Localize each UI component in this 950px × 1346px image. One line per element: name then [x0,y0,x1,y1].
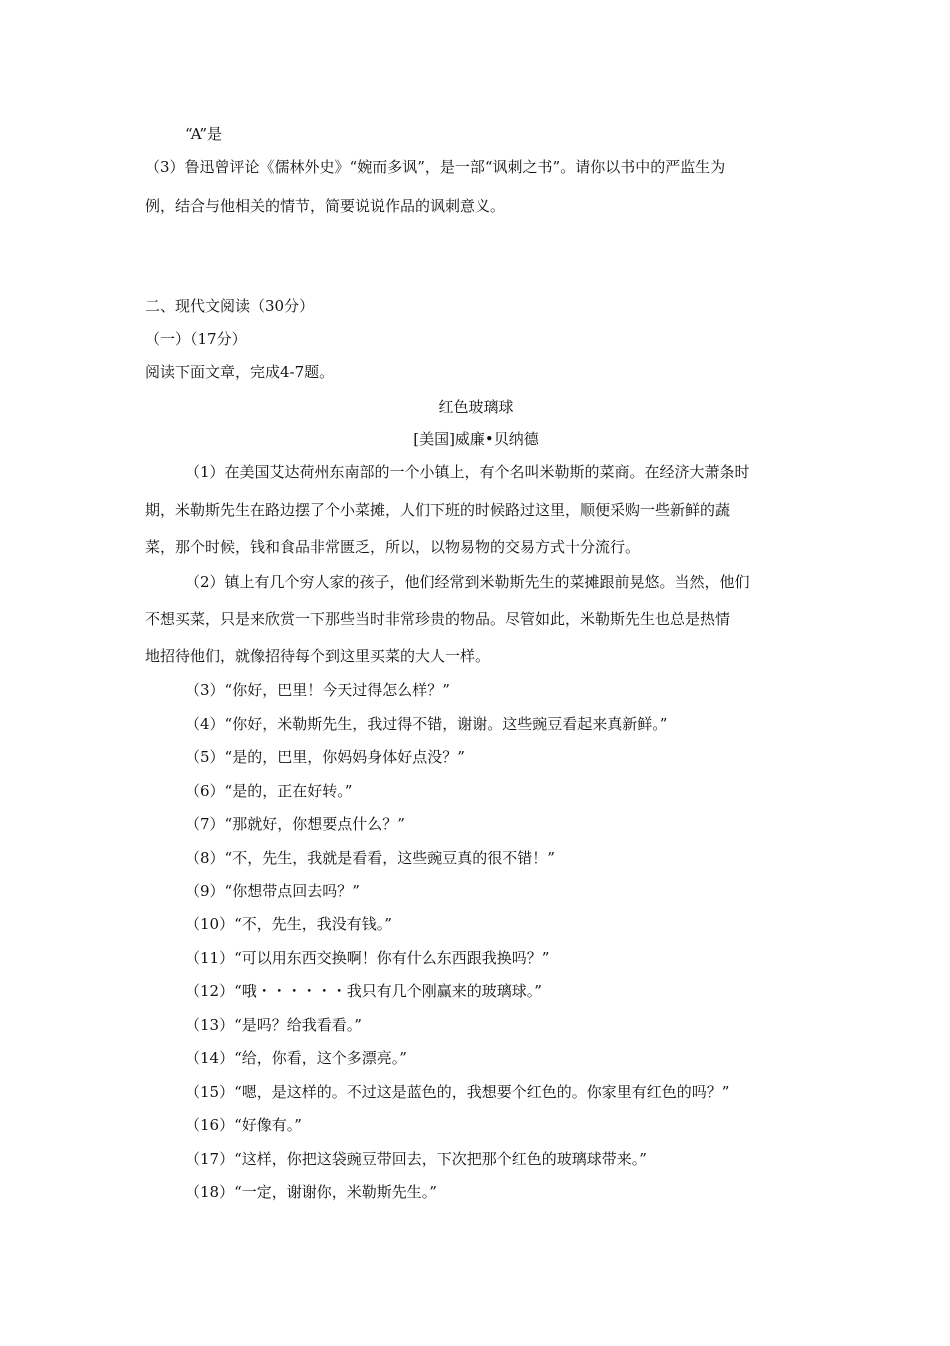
paragraph-2-line: 不想买菜，只是来欣赏一下那些当时非常珍贵的物品。尽管如此，米勒斯先生也总是热情 [145,610,731,628]
dialogue-line: （7）“那就好，你想要点什么？” [185,815,405,833]
dialogue-line: （16）“好像有。” [185,1116,302,1134]
dialogue-line: （13）“是吗？给我看看。” [185,1016,362,1034]
dialogue-line: （10）“不，先生，我没有钱。” [185,915,392,933]
paragraph-2-line: 地招待他们，就像招待每个到这里买菜的大人一样。 [145,647,491,665]
dialogue-line: （9）“你想带点回去吗？” [185,882,360,900]
question-3-line-1: （3）鲁迅曾评论《儒林外史》“婉而多讽”，是一部“讽刺之书”。请你以书中的严监生为 [145,158,726,176]
paragraph-1-line: （1）在美国艾达荷州东南部的一个小镇上，有个名叫米勒斯的菜商。在经济大萧条时 [185,463,750,481]
dialogue-line: （11）“可以用东西交换啊！你有什么东西跟我换吗？” [185,949,550,967]
dialogue-line: （4）“你好，米勒斯先生，我过得不错，谢谢。这些豌豆看起来真新鲜。” [185,715,668,733]
question-3-line-2: 例，结合与他相关的情节，简要说说作品的讽刺意义。 [145,197,506,215]
paragraph-2-line: （2）镇上有几个穷人家的孩子，他们经常到米勒斯先生的菜摊跟前晃悠。当然，他们 [185,573,750,591]
dialogue-line: （18）“一定，谢谢你，米勒斯先生。” [185,1183,437,1201]
sub-heading: （一）（17分） [145,330,247,348]
instruction: 阅读下面文章，完成4-7题。 [145,363,335,381]
dialogue-line: （5）“是的，巴里，你妈妈身体好点没？” [185,748,465,766]
dialogue-line: （15）“嗯，是这样的。不过这是蓝色的，我想要个红色的。你家里有红色的吗？” [185,1083,730,1101]
dialogue-line: （17）“这样，你把这袋豌豆带回去，下次把那个红色的玻璃球带来。” [185,1150,647,1168]
answer-line: “A”是 [185,125,223,143]
dialogue-line: （12）“哦・・・・・・我只有几个刚赢来的玻璃球。” [185,982,542,1000]
dialogue-line: （14）“给，你看，这个多漂亮。” [185,1049,407,1067]
dialogue-line: （6）“是的，正在好转。” [185,782,353,800]
dialogue-line: （8）“不，先生，我就是看看，这些豌豆真的很不错！” [185,849,555,867]
section-heading: 二、现代文阅读（30分） [145,297,315,315]
dialogue-line: （3）“你好，巴里！今天过得怎么样？” [185,681,450,699]
paragraph-1-line: 期，米勒斯先生在路边摆了个小菜摊，人们下班的时候路过这里，顺便采购一些新鲜的蔬 [145,501,731,519]
article-title: 红色玻璃球 [438,398,514,416]
paragraph-1-line: 菜，那个时候，钱和食品非常匮乏，所以，以物易物的交易方式十分流行。 [145,538,641,556]
article-author: [美国]威廉•贝纳德 [413,430,539,448]
